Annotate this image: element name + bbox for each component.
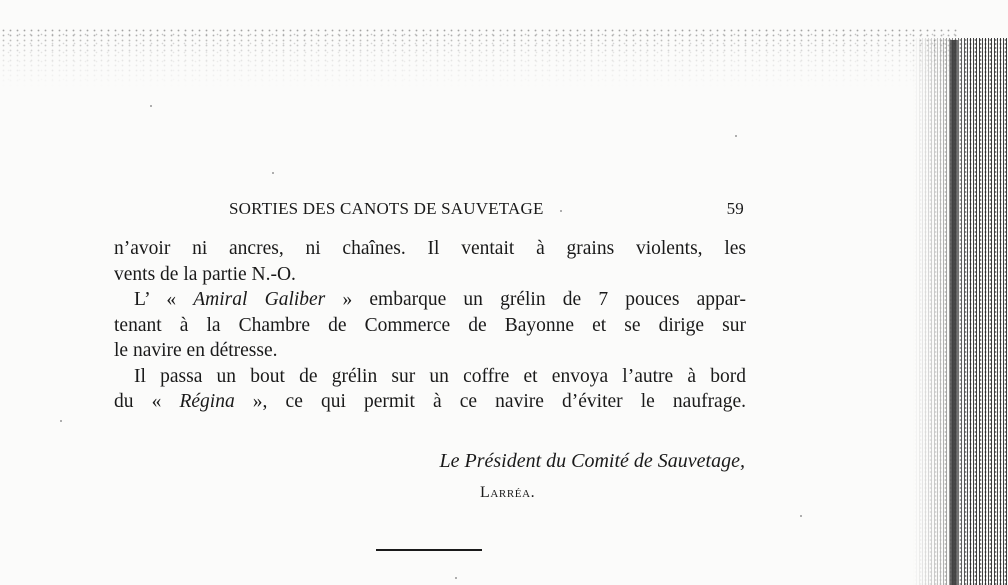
text-line (114, 389, 746, 415)
text-line: tenant à la Chambre de Commerce de Bayonne et se dirige sur (114, 314, 746, 336)
text-line: le navire en détresse. (114, 340, 278, 361)
text-segment: », ce qui permit à ce navire d’éviter le naufrage. (234, 391, 746, 412)
text-line: n’avoir ni ancres, ni chaînes. Il ventait à grains violents, les (114, 238, 746, 259)
signature-title: Le Président du Comité de Sauvetage, (439, 450, 745, 472)
scan-speck (150, 105, 152, 107)
book-spine-shadow (950, 40, 958, 585)
text-segment: L’ « (134, 289, 194, 310)
scan-speck (735, 135, 737, 137)
page-number: 59 (726, 199, 744, 218)
ship-name: Régina (179, 391, 235, 412)
scan-speck (800, 515, 802, 517)
text-segment: » embarque un grélin de 7 pouces appar- (325, 289, 746, 310)
scan-noise-top (0, 28, 960, 88)
text-line: vents de la partie N.-O. (114, 263, 296, 285)
text-segment: du « (114, 391, 180, 412)
running-head-title: SORTIES DES CANOTS DE SAUVETAGE (229, 199, 544, 218)
running-head (229, 199, 744, 221)
book-spine-edge (913, 38, 1008, 585)
body-text (114, 236, 746, 415)
scan-speck (60, 420, 62, 422)
text-line: Il passa un bout de grélin sur un coffre et envoya l’autre à bord (134, 365, 746, 387)
section-divider (376, 549, 482, 551)
text-line (114, 287, 746, 313)
scan-speck (455, 577, 457, 579)
signature-name: Larréa. (480, 484, 536, 501)
scan-speck (272, 172, 274, 174)
ship-name: Amiral Galiber (193, 289, 326, 310)
